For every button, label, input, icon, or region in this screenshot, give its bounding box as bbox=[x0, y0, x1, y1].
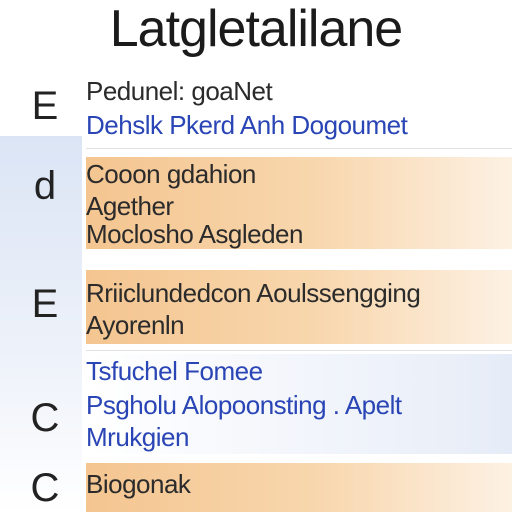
side-letter-2: d bbox=[33, 164, 57, 208]
list-item-4 bbox=[86, 354, 512, 454]
list-item-subheading: Dehslk Pkerd Anh Dogoumet bbox=[86, 110, 408, 140]
side-letter-4: C bbox=[30, 396, 60, 440]
list-item-heading: Rriiclundedcon Aoulssengging bbox=[86, 278, 421, 308]
list-item-5 bbox=[86, 463, 512, 512]
list-item-2 bbox=[86, 157, 512, 249]
list-item-1 bbox=[86, 74, 512, 144]
list-item-line: Psgholu Alopoonsting . Apelt bbox=[86, 390, 402, 420]
list-item-line: Moclosho Asgleden bbox=[86, 219, 303, 249]
list-item-heading: Cooon gdahion bbox=[86, 159, 256, 189]
list-item-heading: Biogonak bbox=[86, 469, 191, 499]
side-letter-5: C bbox=[30, 466, 60, 510]
page-title: Latgletalilane bbox=[109, 0, 403, 58]
divider bbox=[86, 350, 512, 351]
side-letter-1: E bbox=[31, 84, 59, 128]
list-item-heading: Pedunel: goaNet bbox=[86, 76, 273, 106]
list-item-heading: Tsfuchel Fomee bbox=[86, 356, 263, 386]
list-item-line: Mrukgien bbox=[86, 422, 189, 452]
list-item-line: Ayorenln bbox=[86, 310, 185, 340]
list-item-line: Agether bbox=[86, 191, 174, 221]
list-item-3 bbox=[86, 270, 512, 344]
divider bbox=[86, 148, 512, 149]
side-letter-3: E bbox=[31, 282, 59, 326]
